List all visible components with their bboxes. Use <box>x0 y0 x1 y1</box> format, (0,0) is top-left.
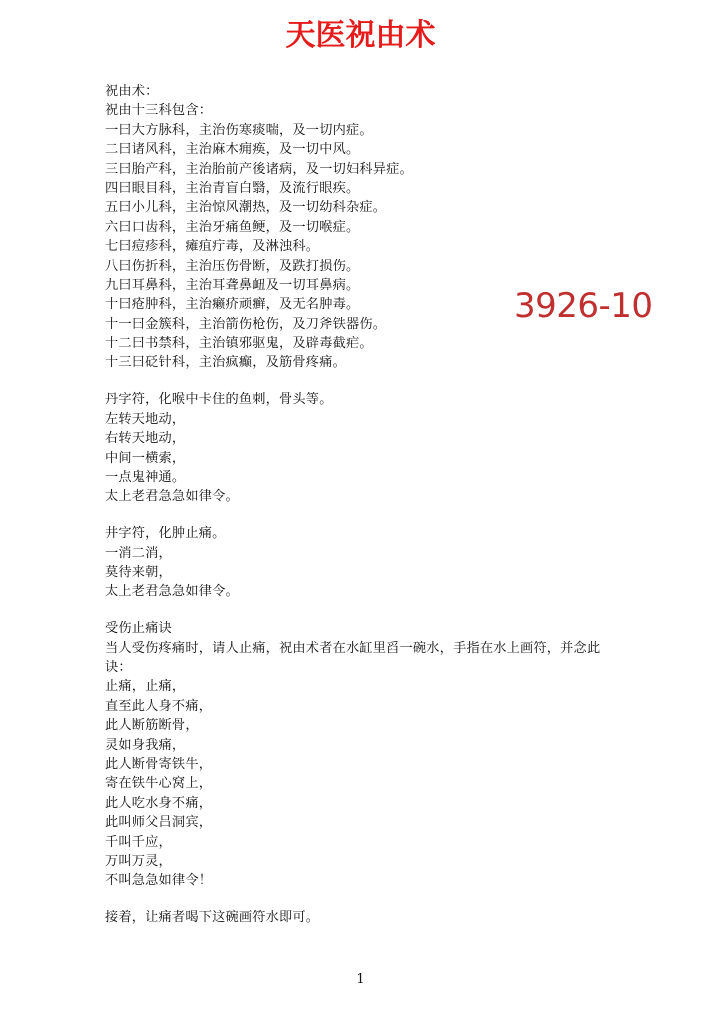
text-line: 五曰小儿科，主治惊风潮热，及一切幼科杂症。 <box>105 200 387 216</box>
paragraph-gap <box>105 891 625 909</box>
text-line: 此人断骨寄铁牛， <box>105 757 213 773</box>
text-line: 十一曰金簇科，主治箭伤枪伤，及刀斧铁器伤。 <box>105 316 387 332</box>
text-line: 千叫千应， <box>105 834 172 850</box>
section-dan-talisman <box>105 390 625 506</box>
text-line: 十三曰砭针科，主治疯癫，及筋骨疼痛。 <box>105 355 346 371</box>
paragraph-gap <box>105 373 625 391</box>
text-line: 祝由术： <box>105 84 159 99</box>
text-line: 左转天地动， <box>105 411 186 427</box>
section-jing-talisman <box>105 524 625 602</box>
document-number-stamp: 3926-10 <box>514 286 653 326</box>
text-line: 二曰诸风科，主治麻木痈痪，及一切中风。 <box>105 142 360 158</box>
text-line: 太上老君急急如律令。 <box>105 584 239 600</box>
text-line: 十曰疮肿科，主治癞疥顽癣，及无名肿毒。 <box>105 297 360 313</box>
text-line: 不叫急急如律令！ <box>105 873 213 889</box>
text-line: 中间一横索， <box>105 450 186 466</box>
text-line: 井字符，化肿止痛。 <box>105 526 226 542</box>
text-line: 十二曰书禁科，主治镇邪驱鬼，及辟毒截疟。 <box>105 336 373 352</box>
text-line: 此人断筋断骨， <box>105 718 199 734</box>
paragraph-gap <box>105 602 625 620</box>
section-pain-relief-chant <box>105 619 625 891</box>
text-line: 一点鬼神通。 <box>105 469 186 485</box>
text-line: 接着，让痛者喝下这碗画符水即可。 <box>105 910 320 926</box>
text-line: 一曰大方脉科，主治伤寒痰喘，及一切内症。 <box>105 122 373 138</box>
section-closing <box>105 908 625 927</box>
text-line: 直至此人身不痛， <box>105 698 213 714</box>
text-line: 受伤止痛诀 <box>105 621 172 637</box>
text-line: 八曰伤折科，主治压伤骨断，及跌打损伤。 <box>105 258 360 274</box>
text-line: 万叫万灵， <box>105 853 172 869</box>
page-number: 1 <box>356 972 365 987</box>
text-line: 灵如身我痛， <box>105 737 186 753</box>
text-line: 六曰口齿科，主治牙痛鱼鲠，及一切喉症。 <box>105 219 360 235</box>
text-line: 当人受伤疼痛时，请人止痛，祝由术者在水缸里舀一碗水，手指在水上画符，并念此诀： <box>105 640 601 676</box>
text-line: 右转天地动， <box>105 431 186 447</box>
text-line: 九曰耳鼻科，主治耳聋鼻衄及一切耳鼻病。 <box>105 277 360 293</box>
text-line: 寄在铁牛心窝上， <box>105 776 213 792</box>
text-line: 丹字符，化喉中卡住的鱼刺，骨头等。 <box>105 392 333 408</box>
text-line: 此叫师父吕洞宾， <box>105 815 213 831</box>
text-line: 一消二消， <box>105 545 172 561</box>
text-line: 太上老君急急如律令。 <box>105 489 239 505</box>
paragraph-gap <box>105 507 625 525</box>
text-line: 三曰胎产科，主治胎前产後诸病，及一切妇科异症。 <box>105 161 413 177</box>
text-line: 莫待来朝， <box>105 564 172 580</box>
text-line: 此人吃水身不痛， <box>105 795 213 811</box>
section-thirteen-branches <box>105 82 625 373</box>
text-line: 七曰痘疹科，瘫疽疔毒，及淋浊科。 <box>105 239 320 255</box>
text-line: 四曰眼目科，主治青盲白翳，及流行眼疾。 <box>105 180 360 196</box>
document-title: 天医祝由术 <box>285 18 436 53</box>
text-line: 止痛，止痛， <box>105 679 186 695</box>
document-body <box>105 82 625 928</box>
text-line: 祝由十三科包含： <box>105 103 213 119</box>
